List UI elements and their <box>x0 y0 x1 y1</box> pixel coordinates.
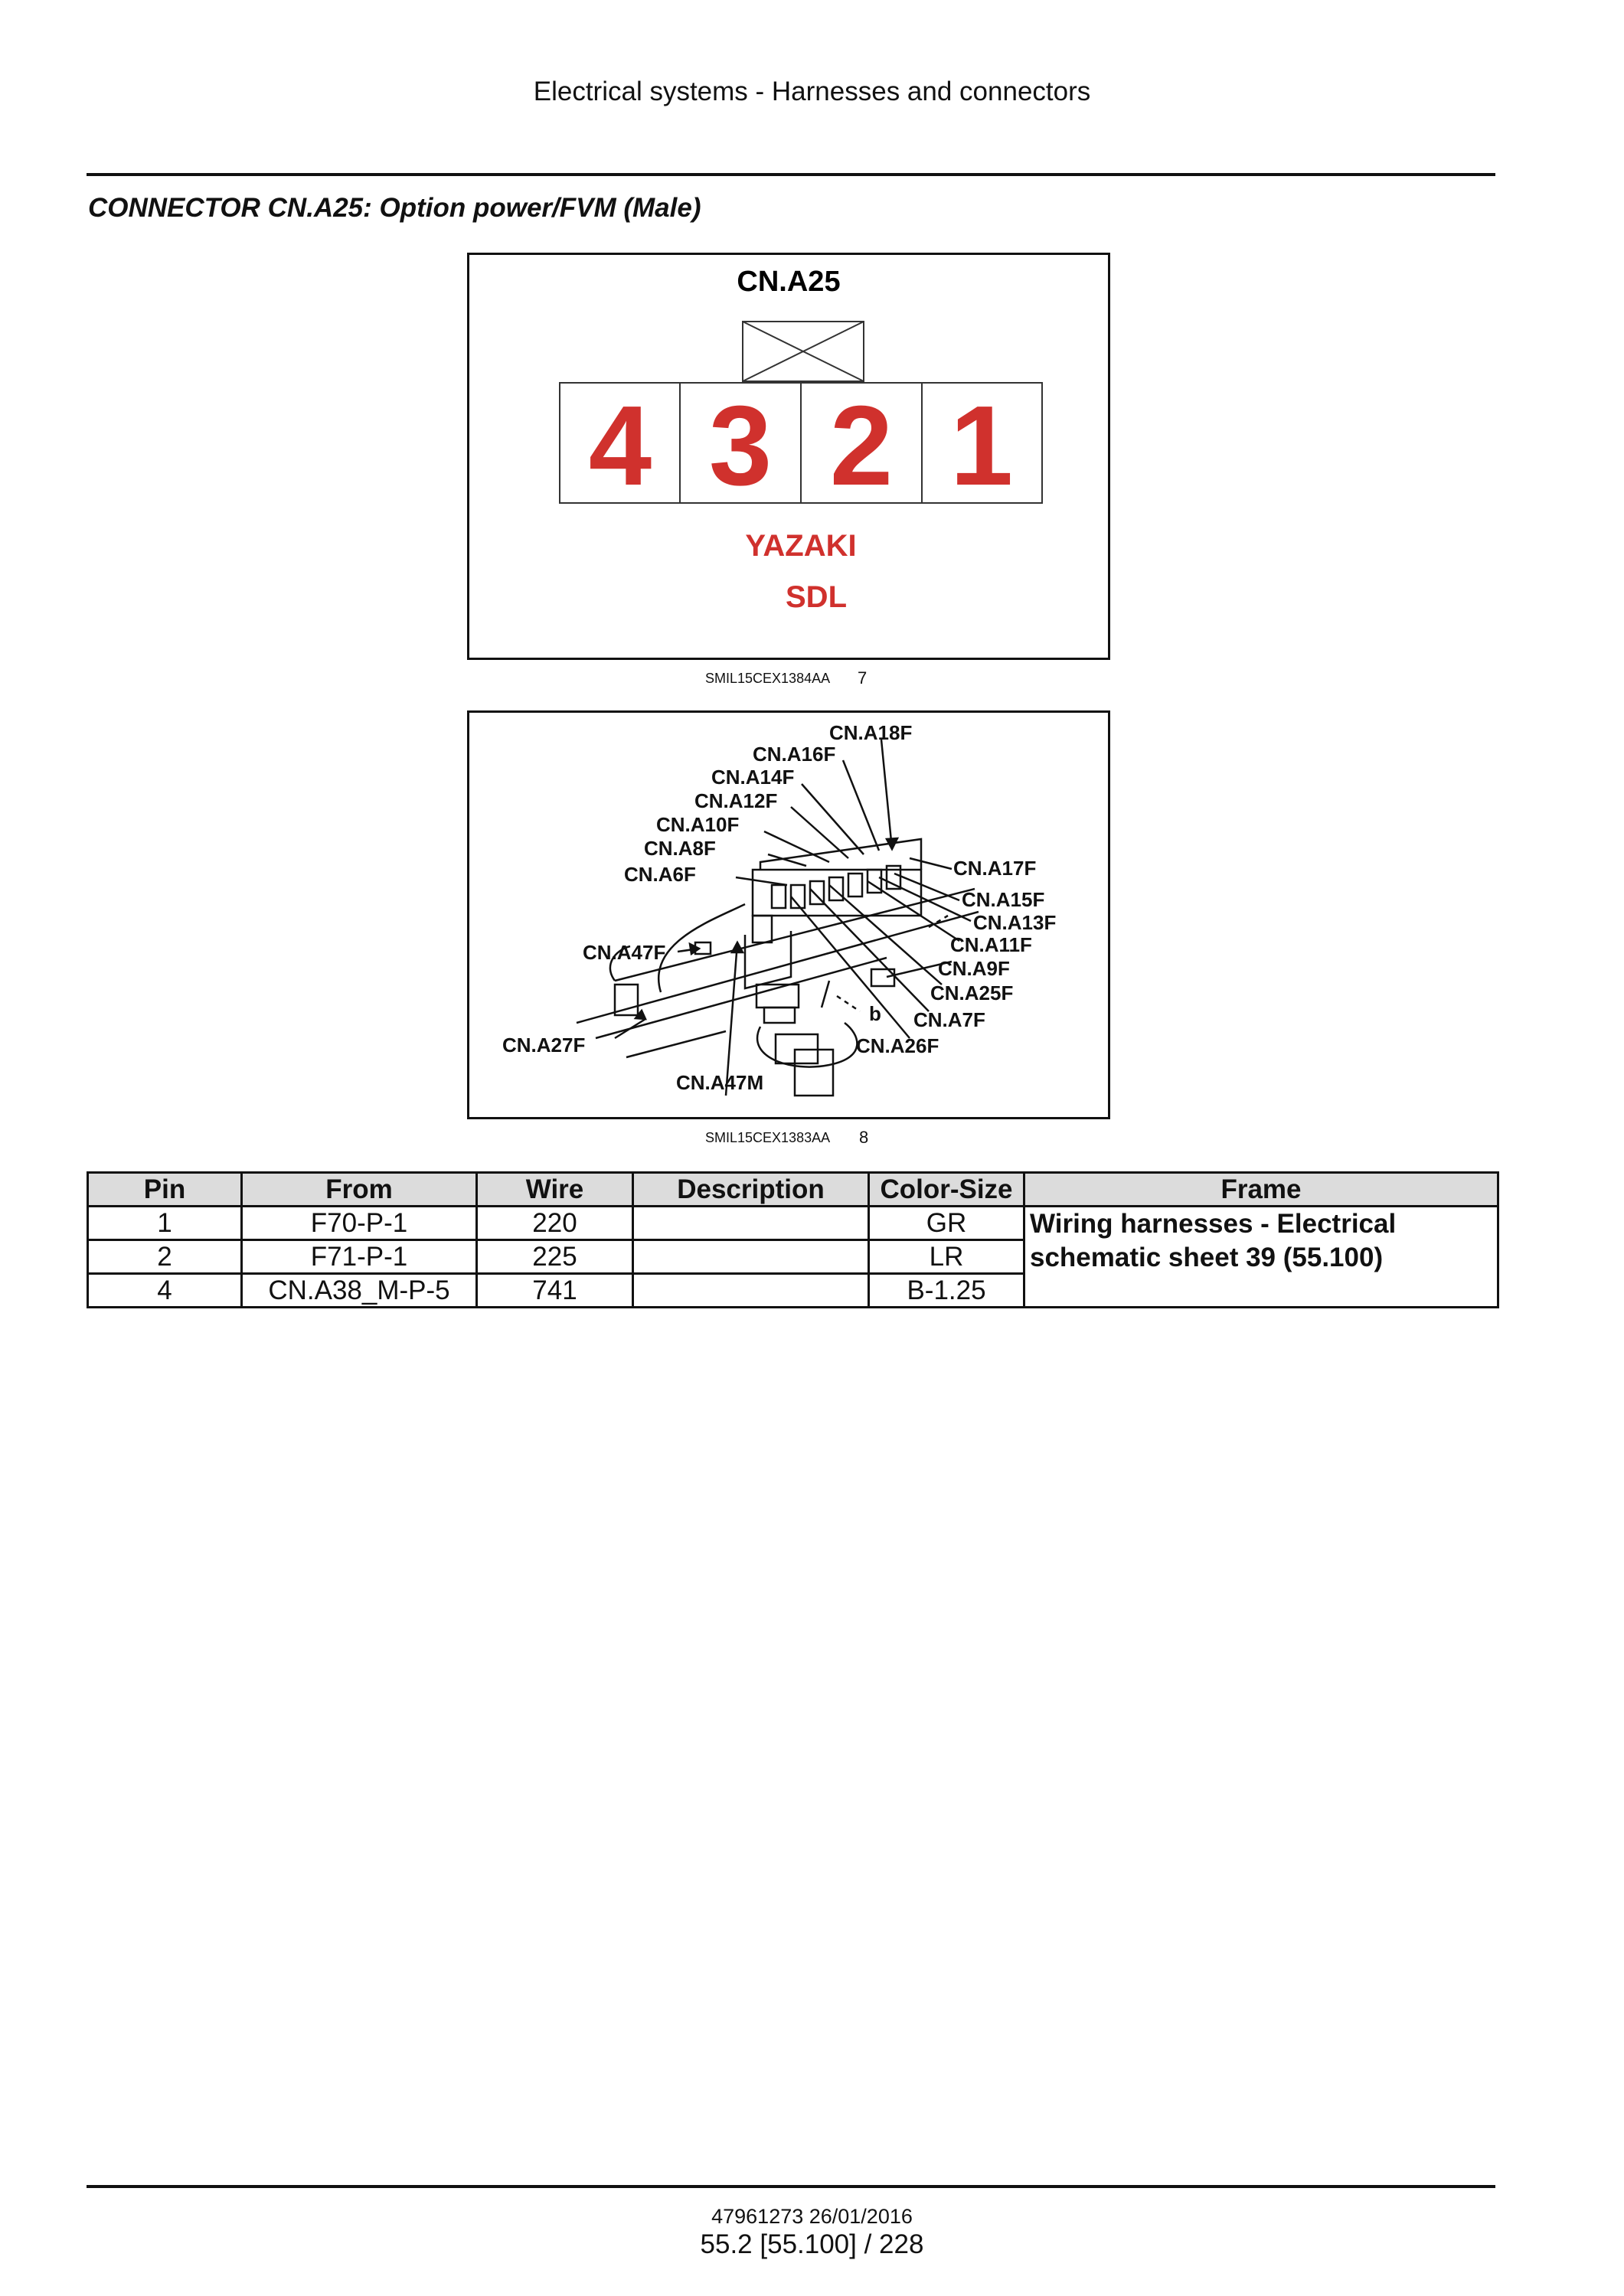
connector-face-figure <box>467 253 1110 660</box>
label-cn-a26f: CN.A26F <box>856 1034 939 1057</box>
column-header-color-size: Color-Size <box>869 1173 1024 1207</box>
pin-cell: 1 <box>88 1207 242 1240</box>
section-title: CONNECTOR CN.A25: Option power/FVM (Male) <box>88 193 701 223</box>
label-cn-a27f: CN.A27F <box>502 1034 586 1057</box>
pin-cell: 4 <box>88 1274 242 1308</box>
pin-cell: 2 <box>88 1240 242 1274</box>
label-cn-a12f: CN.A12F <box>694 789 778 812</box>
frame-line-2: schematic sheet 39 (55.100) <box>1030 1243 1384 1272</box>
footer-doc-id: 47961273 26/01/2016 <box>711 2205 913 2228</box>
label-cn-a9f: CN.A9F <box>938 957 1010 980</box>
figure-1-code: SMIL15CEX1384AA <box>705 671 831 686</box>
label-cn-a13f: CN.A13F <box>973 911 1057 934</box>
figure-2-number: 8 <box>859 1128 869 1147</box>
description-cell <box>633 1274 869 1308</box>
table-header-row <box>88 1173 1498 1207</box>
label-cn-a47f: CN.A47F <box>583 941 666 964</box>
latch-icon <box>743 322 864 381</box>
color-size-cell: GR <box>869 1207 1024 1240</box>
label-b: b <box>869 1002 881 1025</box>
label-cn-a8f: CN.A8F <box>644 837 716 860</box>
pin-number: 2 <box>829 383 894 509</box>
frame-line-1: Wiring harnesses - Electrical <box>1030 1209 1397 1239</box>
column-header-wire: Wire <box>477 1173 633 1207</box>
color-size-cell: B-1.25 <box>869 1274 1024 1308</box>
brand-line-2: SDL <box>786 580 847 614</box>
label-cn-a16f: CN.A16F <box>753 743 836 766</box>
column-header-from: From <box>242 1173 477 1207</box>
label-cn-a15f: CN.A15F <box>962 888 1045 911</box>
header-rule <box>87 173 1495 176</box>
label-cn-a47m: CN.A47M <box>676 1071 764 1094</box>
label-cn-a7f: CN.A7F <box>913 1008 985 1031</box>
connector-face-drawing <box>469 255 1108 658</box>
label-cn-a6f: CN.A6F <box>624 863 696 886</box>
wire-cell: 220 <box>477 1207 633 1240</box>
label-cn-a17f: CN.A17F <box>953 857 1037 880</box>
footer-rule <box>87 2185 1495 2188</box>
description-cell <box>633 1207 869 1240</box>
pin-number: 3 <box>708 383 773 509</box>
frame-link[interactable] <box>1030 1207 1492 1275</box>
pin-table <box>87 1171 1499 1308</box>
brand-line-1: YAZAKI <box>745 529 857 563</box>
column-header-pin: Pin <box>88 1173 242 1207</box>
harness-location-drawing <box>469 713 1108 1117</box>
from-cell: F71-P-1 <box>242 1240 477 1274</box>
label-cn-a11f: CN.A11F <box>950 933 1032 956</box>
from-cell: F70-P-1 <box>242 1207 477 1240</box>
description-cell <box>633 1240 869 1274</box>
color-size-cell: LR <box>869 1240 1024 1274</box>
label-cn-a25f: CN.A25F <box>930 981 1014 1004</box>
column-header-frame: Frame <box>1024 1173 1498 1207</box>
pin-number: 1 <box>949 383 1014 509</box>
running-header: Electrical systems - Harnesses and connectors <box>533 77 1091 106</box>
wire-cell: 225 <box>477 1240 633 1274</box>
footer-page-number: 55.2 [55.100] / 228 <box>700 2229 924 2259</box>
wire-cell: 741 <box>477 1274 633 1308</box>
pin-number: 4 <box>588 383 652 509</box>
label-cn-a14f: CN.A14F <box>711 766 795 789</box>
from-cell: CN.A38_M-P-5 <box>242 1274 477 1308</box>
column-header-description: Description <box>633 1173 869 1207</box>
frame-cell <box>1024 1207 1498 1308</box>
table-row <box>88 1207 1498 1240</box>
label-cn-a10f: CN.A10F <box>656 813 740 836</box>
harness-location-figure <box>467 710 1110 1119</box>
label-cn-a18f: CN.A18F <box>829 721 913 744</box>
connector-label: CN.A25 <box>737 266 841 298</box>
figure-1-number: 7 <box>858 668 868 687</box>
figure-2-code: SMIL15CEX1383AA <box>705 1130 831 1145</box>
